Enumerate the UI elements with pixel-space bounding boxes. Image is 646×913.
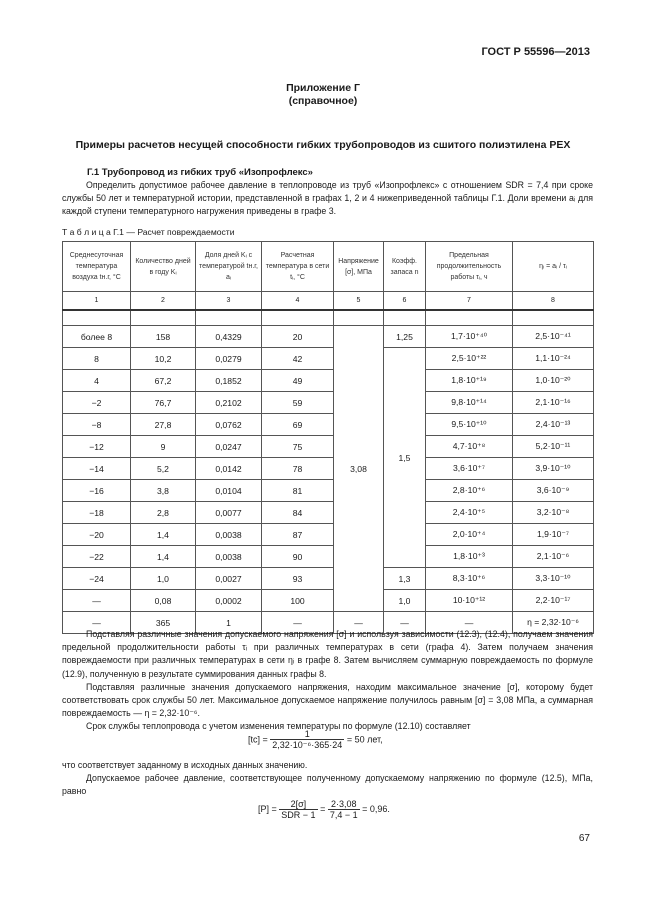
table-cell: 0,2102	[196, 392, 262, 414]
col-number: 3	[196, 292, 262, 311]
table-cell: 42	[262, 348, 334, 370]
table-caption: Т а б л и ц а Г.1 — Расчет повреждаемости	[62, 227, 235, 237]
table-cell: 2,2·10⁻¹⁷	[513, 590, 594, 612]
table-cell: 2,4·10⁺⁵	[426, 502, 513, 524]
formula2-numerator-2: 2·3,08	[328, 799, 360, 810]
formula2-numerator-1: 2[σ]	[279, 799, 317, 810]
table-cell: 2,8·10⁺⁶	[426, 480, 513, 502]
table-cell: 3,3·10⁻¹⁰	[513, 568, 594, 590]
table-cell: 5,2·10⁻¹¹	[513, 436, 594, 458]
column-number-row	[63, 292, 594, 311]
table-cell: 1,9·10⁻⁷	[513, 524, 594, 546]
table-cell: 3,2·10⁻⁸	[513, 502, 594, 524]
table-cell: 1,25	[384, 326, 426, 348]
table-cell: 0,0077	[196, 502, 262, 524]
paragraph-5: что соответствует заданному в исходных данных значению.	[62, 760, 308, 770]
table-row	[63, 568, 594, 590]
table-cell: 5,2	[131, 458, 196, 480]
table-cell: 1	[196, 612, 262, 634]
table-cell: −12	[63, 436, 131, 458]
table-cell: 10·10⁺¹²	[426, 590, 513, 612]
table-cell: −22	[63, 546, 131, 568]
table-cell: 1,4	[131, 524, 196, 546]
table-cell: 3,8	[131, 480, 196, 502]
table-cell: 1,4	[131, 546, 196, 568]
table-cell: 2,0·10⁺⁴	[426, 524, 513, 546]
table-cell: 8	[63, 348, 131, 370]
table-cell: 1,8·10⁺¹⁹	[426, 370, 513, 392]
col-number: 1	[63, 292, 131, 311]
table-cell: 1,0·10⁻²⁰	[513, 370, 594, 392]
table-cell: —	[426, 612, 513, 634]
table-cell: 81	[262, 480, 334, 502]
col-number: 4	[262, 292, 334, 311]
table-spacer-row	[63, 310, 594, 326]
table-cell: −2	[63, 392, 131, 414]
table-cell: —	[262, 612, 334, 634]
formula1-fraction	[270, 729, 344, 751]
table-cell: 4	[63, 370, 131, 392]
table-cell: 3,9·10⁻¹⁰	[513, 458, 594, 480]
formula-service-life	[248, 729, 383, 751]
table-cell: 75	[262, 436, 334, 458]
table-cell: −14	[63, 458, 131, 480]
table-cell: 1,5	[384, 348, 426, 568]
appendix-title: Приложение Г	[286, 82, 360, 94]
table-cell: 84	[262, 502, 334, 524]
table-cell: 1,1·10⁻²⁴	[513, 348, 594, 370]
table-row	[63, 370, 594, 392]
table-cell: 10,2	[131, 348, 196, 370]
table-cell: 100	[262, 590, 334, 612]
formula2-lhs: [P] =	[258, 803, 277, 814]
table-row	[63, 590, 594, 612]
formula2-denominator-1: SDR − 1	[281, 810, 316, 820]
table-cell: −8	[63, 414, 131, 436]
table-row	[63, 524, 594, 546]
table-cell: —	[63, 590, 131, 612]
body-paragraphs-2	[62, 759, 593, 799]
table-cell: 2,1·10⁻¹⁶	[513, 392, 594, 414]
document-code: ГОСТ Р 55596—2013	[481, 46, 590, 58]
table-cell: более 8	[63, 326, 131, 348]
header-cell: Коэфф. запаса n	[384, 242, 426, 292]
table-cell: 27,8	[131, 414, 196, 436]
paragraph-6: Допускаемое рабочее давление, соответствующее полученному допускаемому напряжению по формуле (12.5), МПа, равно	[62, 773, 593, 797]
paragraph-3: Подставляя различные значения допускаемого напряжения, находим максимальное значение [σ], которому будет соответствовать срок службы 50 лет. Максимальное допускаемое напряжение получилось равным [σ] = 3,08 МПа, а суммарная повреждаемость — η = 2,32·10⁻⁶.	[62, 681, 593, 719]
table-header-row	[63, 242, 594, 292]
table-cell: 0,4329	[196, 326, 262, 348]
table-row	[63, 326, 594, 348]
section-heading: Г.1 Трубопровод из гибких труб «Изопрофлекс»	[87, 167, 313, 178]
table-cell: 87	[262, 524, 334, 546]
formula2-denominator-2: 7,4 − 1	[329, 810, 358, 820]
header-cell: Расчетная температура в сети tᵢ, °С	[262, 242, 334, 292]
table-cell: 2,5·10⁺²²	[426, 348, 513, 370]
table-cell: 0,1852	[196, 370, 262, 392]
formula1-denominator: 2,32·10⁻⁶·365·24	[272, 740, 343, 750]
table-cell: 365	[131, 612, 196, 634]
header-cell: Предельная продолжительность работы τᵢ, ч	[426, 242, 513, 292]
table-cell: 3,6·10⁻⁹	[513, 480, 594, 502]
appendix-heading	[0, 82, 646, 108]
table-cell: 0,0038	[196, 546, 262, 568]
formula1-numerator: 1	[270, 729, 344, 740]
table-cell: 49	[262, 370, 334, 392]
table-cell: 76,7	[131, 392, 196, 414]
intro-text: Определить допустимое рабочее давление в теплопроводе из труб «Изопрофлекс» с отношением SDR = 7,4 при сроке службы 50 лет и температурной истории, представленной в графах 1, 2 и 4 нижеприведенной таблицы Г.1. Доли времени aᵢ для каждой ступени температурного нагружения приведены в графе 3.	[62, 180, 593, 217]
table-cell: 0,08	[131, 590, 196, 612]
table-cell: 69	[262, 414, 334, 436]
header-cell: ηᵢ = aᵢ / τᵢ	[513, 242, 594, 292]
table-cell: η = 2,32·10⁻⁶	[513, 612, 594, 634]
table-cell: 4,7·10⁺⁸	[426, 436, 513, 458]
body-paragraphs	[62, 628, 593, 734]
main-title: Примеры расчетов несущей способности гибких трубопроводов из сшитого полиэтилена PEX	[75, 139, 571, 151]
table-cell: 0,0002	[196, 590, 262, 612]
table-cell: −24	[63, 568, 131, 590]
table-cell: 59	[262, 392, 334, 414]
table-cell: 158	[131, 326, 196, 348]
formula-pressure	[258, 799, 390, 820]
table-cell: 0,0104	[196, 480, 262, 502]
table-cell: 0,0038	[196, 524, 262, 546]
table-row	[63, 458, 594, 480]
table-cell: 2,4·10⁻¹³	[513, 414, 594, 436]
table-cell: 20	[262, 326, 334, 348]
table-row	[63, 480, 594, 502]
table-cell: 2,5·10⁻⁴¹	[513, 326, 594, 348]
paragraph-2: Подставляя различные значения допускаемого напряжения [σ] и используя зависимости (12.3), (12.4), получаем значения предельной продолжительности работы τᵢ при различных температурах в сети (графа 4). Затем получаем значения повреждаемости при различных температурах в сети ηᵢ в графе 8. Затем вычисляем суммарную повреждаемость по формуле (12.9), полученную в результате суммирования данных графы 8.	[62, 629, 593, 679]
header-cell: Количество дней в году Kᵢ	[131, 242, 196, 292]
intro-paragraph	[62, 179, 593, 219]
formula1-rhs: = 50 лет,	[346, 734, 383, 745]
table-cell: —	[384, 612, 426, 634]
table-cell: 1,7·10⁺⁴⁰	[426, 326, 513, 348]
table-cell: 90	[262, 546, 334, 568]
table-row	[63, 414, 594, 436]
header-cell: Среднесуточная температура воздуха tн.г, °С	[63, 242, 131, 292]
table-cell: 1,0	[131, 568, 196, 590]
table-cell: 1,0	[384, 590, 426, 612]
table-cell: 9,8·10⁺¹⁴	[426, 392, 513, 414]
table-cell: 67,2	[131, 370, 196, 392]
table-cell: 0,0142	[196, 458, 262, 480]
col-number: 8	[513, 292, 594, 311]
table-cell: −16	[63, 480, 131, 502]
table-cell: 0,0762	[196, 414, 262, 436]
formula1-lhs: [tс] =	[248, 734, 268, 745]
table-cell: 3,6·10⁺⁷	[426, 458, 513, 480]
table-cell: 8,3·10⁺⁶	[426, 568, 513, 590]
table-row	[63, 546, 594, 568]
table-row	[63, 348, 594, 370]
table-cell: 1,3	[384, 568, 426, 590]
table-cell: 0,0247	[196, 436, 262, 458]
table-cell: 1,8·10⁺³	[426, 546, 513, 568]
table-cell: 3,08	[334, 326, 384, 612]
table-row	[63, 502, 594, 524]
table-cell: −18	[63, 502, 131, 524]
col-number: 6	[384, 292, 426, 311]
page-number: 67	[578, 833, 590, 844]
table-cell: 2,8	[131, 502, 196, 524]
formula2-rhs: = 0,96.	[362, 803, 390, 814]
appendix-subtitle: (справочное)	[288, 95, 358, 107]
formula2-fraction-1	[279, 799, 317, 820]
table-cell: −20	[63, 524, 131, 546]
formula2-equals: =	[320, 803, 326, 814]
header-cell: Доля дней Kᵢ с температурой tн.г, aᵢ	[196, 242, 262, 292]
formula2-fraction-2	[328, 799, 360, 820]
table-cell: 9,5·10⁺¹⁰	[426, 414, 513, 436]
col-number: 2	[131, 292, 196, 311]
table-cell: 0,0279	[196, 348, 262, 370]
damage-table	[62, 241, 594, 634]
paragraph-4: Срок службы теплопровода с учетом изменения температуры по формуле (12.10) составляет	[86, 721, 471, 732]
col-number: 5	[334, 292, 384, 311]
table-cell: 93	[262, 568, 334, 590]
table-cell: 78	[262, 458, 334, 480]
header-cell: Напряжение [σ], МПа	[334, 242, 384, 292]
table-row	[63, 392, 594, 414]
col-number: 7	[426, 292, 513, 311]
table-cell: 2,1·10⁻⁶	[513, 546, 594, 568]
table-cell: 9	[131, 436, 196, 458]
table-cell: —	[63, 612, 131, 634]
table-row	[63, 436, 594, 458]
table-cell: 0,0027	[196, 568, 262, 590]
table-cell: —	[334, 612, 384, 634]
